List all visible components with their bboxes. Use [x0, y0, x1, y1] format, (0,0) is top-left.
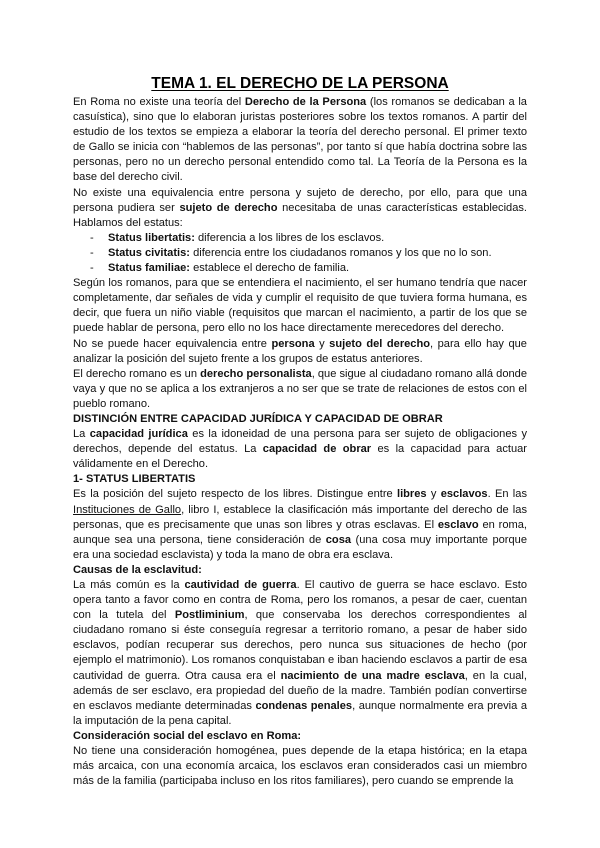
list-item: - Status civitatis: diferencia entre los ciudadanos romanos y los que no lo son. [73, 246, 527, 261]
paragraph-sujeto: No existe una equivalencia entre persona y sujeto de derecho, por ello, para que una persona pudiera ser sujeto de derecho necesitaba de unas características establecidas. Hablamos del estatus: [73, 186, 528, 229]
paragraph-equivalencia: No se puede hacer equivalencia entre persona y sujeto del derecho, para ello hay que analizar la posición del sujeto frente a los grupos de estatus anteriores. [73, 337, 527, 365]
section-heading-capacidad: DISTINCIÓN ENTRE CAPACIDAD JURÍDICA Y CAPACIDAD DE OBRAR [73, 412, 443, 425]
paragraph-capacidad: La capacidad jurídica es la idoneidad de una persona para ser sujeto de obligaciones y derechos, depende del estatus. La capacidad de obrar es la capacidad para actuar válidamente en el Derecho. [73, 428, 527, 471]
paragraph-libertatis: Es la posición del sujeto respecto de los libres. Distingue entre libres y esclavos. En las Instituciones de Gallo, libro I, establece la clasificación más importante del derecho de las personas, que es precisamente que unas son libres y otras esclavas. El esclavo en roma, aunque sea una persona, tiene consideración de cosa (una cosa muy importante porque era una sociedad esclavista) y toda la mano de obra era esclava. [73, 488, 527, 561]
paragraph-nacimiento: Según los romanos, para que se entendiera el nacimiento, el ser humano tendría que nacer completamente, dar señales de vida y cumplir el requisito de que tuviera forma humana, es decir, que fuera un niño viable (requisitos que marcan el nacimiento, a partir de los que se puede hablar de persona, pero ello no los hace directamente merecedores del derecho. [73, 277, 527, 335]
section-heading-causas: Causas de la esclavitud: [73, 563, 202, 576]
paragraph-personalista: El derecho romano es un derecho personalista, que sigue al ciudadano romano allá donde vaya y que no se aplica a los extranjeros a no ser que se trate de relaciones de estos con el pueblo romano. [73, 367, 527, 410]
list-item: - Status libertatis: diferencia a los libres de los esclavos. [73, 231, 527, 246]
page-title: TEMA 1. EL DERECHO DE LA PERSONA [151, 75, 449, 92]
section-heading-status: 1- STATUS LIBERTATIS [73, 473, 196, 486]
list-item: - Status familiae: establece el derecho de familia. [73, 261, 527, 276]
paragraph-consideracion: No tiene una consideración homogénea, pues depende de la etapa histórica; en la etapa más arcaica, con una economía arcaica, los esclavos eran considerados casi un miembro más de la familia (participaba incluso en los ritos familiares), pero cuando se emprende la [73, 745, 527, 788]
section-heading-consideracion: Consideración social del esclavo en Roma: [73, 729, 302, 742]
status-list [73, 231, 527, 276]
document-page [73, 74, 527, 789]
paragraph-intro: En Roma no existe una teoría del Derecho de la Persona (los romanos se dedicaban a la casuística), sino que lo elaboran juristas posteriores sobre los textos romanos. A partir del estudio de los textos se empieza a elaborar la teoría del derecho personal. El primer texto de Gallo se inicia con “hablemos de las personas”, por tanto sí que había doctrina sobre las personas, pero no un derecho personal entendido como tal. La Teoría de la Persona es la base del derecho civil. [73, 96, 527, 184]
paragraph-causas: La más común es la cautividad de guerra. El cautivo de guerra se hace esclavo. Esto opera tanto a favor como en contra de Roma, pero los romanos, a pesar de caer, cuentan con la tutela del Postliminium, que conservaba los derechos correspondientes al ciudadano romano si éste conseguía regresar a territorio romano, a pesar de haber sido esclavos, podían recuperar sus derechos, pero nunca sus situaciones de hecho (por ejemplo el matrimonio). Los romanos conquistaban e iban haciendo esclavos a partir de esa cautividad de guerra. Otra causa era el nacimiento de una madre esclava, en la cual, además de ser esclavo, era propiedad del dueño de la madre. También podían convertirse en esclavos mediante determinadas condenas penales, aunque normalmente era previa a la imputación de la pena capital. [73, 579, 528, 727]
